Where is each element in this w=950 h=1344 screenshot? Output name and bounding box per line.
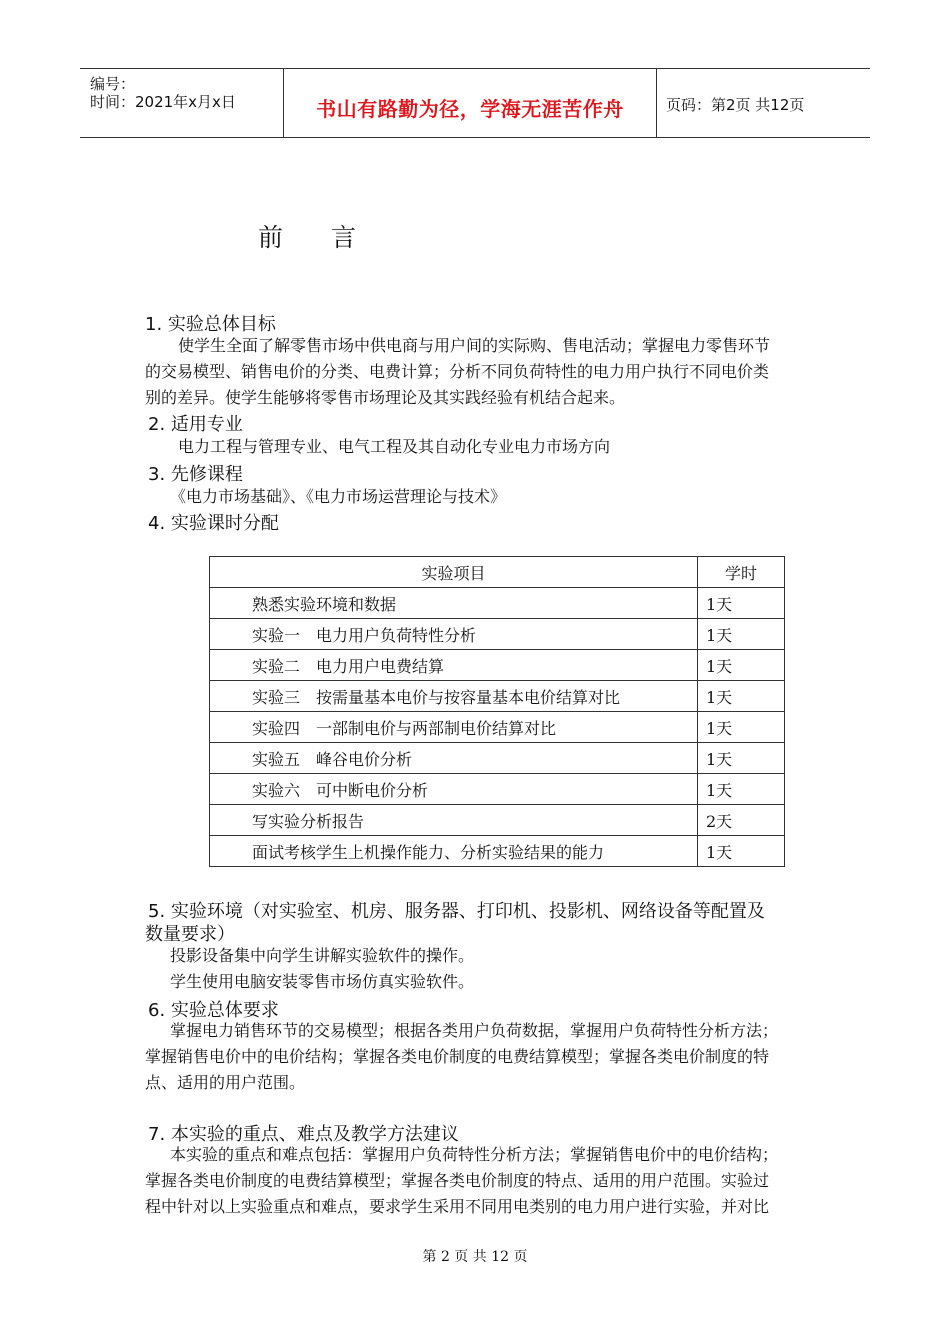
table-row [210,650,785,681]
course-hours-table [209,556,785,867]
table-row [210,619,785,650]
section-7-line-3: 程中针对以上实验重点和难点，要求学生采用不同用电类别的电力用户进行实验，并对比 [145,1197,770,1216]
page-footer: 第 2 页 共 12 页 [422,1249,528,1265]
section-1-line-2: 的交易模型、销售电价的分类、电费计算；分析不同负荷特性的电力用户执行不同电价类 [145,362,770,381]
table-cell-project: 面试考核学生上机操作能力、分析实验结果的能力 [210,836,698,867]
table-row [210,712,785,743]
header-motto: 书山有路勤为径，学海无涯苦作舟 [316,97,624,121]
page-title [258,218,356,254]
table-cell-project: 实验四 一部制电价与两部制电价结算对比 [210,712,698,743]
table-cell-hours: 1天 [698,743,785,774]
table-cell-hours: 1天 [698,712,785,743]
document-number-label: 编号： [90,75,136,93]
table-cell-hours: 1天 [698,774,785,805]
table-cell-project: 实验三 按需量基本电价与按容量基本电价结算对比 [210,681,698,712]
section-5-line-1: 投影设备集中向学生讲解实验软件的操作。 [170,946,475,965]
table-cell-hours: 1天 [698,588,785,619]
title-char-right: 言 [331,223,357,252]
section-5-heading-line-2: 数量要求） [145,924,235,945]
table-header-project: 实验项目 [210,557,698,588]
table-row [210,743,785,774]
table-cell-project: 熟悉实验环境和数据 [210,588,698,619]
table-cell-project: 实验二 电力用户电费结算 [210,650,698,681]
header-page-cell [656,69,870,137]
header-motto-cell [283,69,657,137]
table-cell-hours: 2天 [698,805,785,836]
table-row [210,805,785,836]
section-6-line-3: 点、适用的用户范围。 [145,1073,306,1092]
section-7-heading: 7. 本实验的重点、难点及教学方法建议 [148,1124,459,1145]
section-4-heading: 4. 实验课时分配 [148,513,279,534]
table-cell-project: 实验一 电力用户负荷特性分析 [210,619,698,650]
section-5-line-2: 学生使用电脑安装零售市场仿真实验软件。 [170,972,475,991]
table-row [210,588,785,619]
table-row [210,681,785,712]
table-cell-hours: 1天 [698,836,785,867]
header-page-number: 页码：第2页 共12页 [666,96,805,114]
table-header-hours: 学时 [698,557,785,588]
section-3-heading: 3. 先修课程 [148,464,243,485]
section-6-line-2: 掌握销售电价中的电价结构；掌握各类电价制度的电费结算模型；掌握各类电价制度的特 [145,1047,770,1066]
table-cell-project: 实验五 峰谷电价分析 [210,743,698,774]
document-time-label: 时间：2021年x月x日 [90,93,236,111]
title-char-left: 前 [258,223,284,252]
section-2-heading: 2. 适用专业 [148,414,243,435]
table-header-row [210,557,785,588]
section-7-line-2: 掌握各类电价制度的电费结算模型；掌握各类电价制度的特点、适用的用户范围。实验过 [145,1171,770,1190]
table-cell-hours: 1天 [698,619,785,650]
section-1-heading: 1. 实验总体目标 [145,314,276,335]
table-cell-project: 实验六 可中断电价分析 [210,774,698,805]
section-1-line-3: 别的差异。使学生能够将零售市场理论及其实践经验有机结合起来。 [145,388,626,407]
section-7-line-1: 本实验的重点和难点包括：掌握用户负荷特性分析方法；掌握销售电价中的电价结构； [170,1145,779,1164]
table-cell-project: 写实验分析报告 [210,805,698,836]
section-2-text: 电力工程与管理专业、电气工程及其自动化专业电力市场方向 [178,437,611,456]
section-5-heading-line-1: 5. 实验环境（对实验室、机房、服务器、打印机、投影机、网络设备等配置及 [148,901,765,922]
section-1-line-1: 使学生全面了解零售市场中供电商与用户间的实际购、售电活动；掌握电力零售环节 [178,336,771,355]
section-6-line-1: 掌握电力销售环节的交易模型；根据各类用户负荷数据，掌握用户负荷特性分析方法； [170,1021,779,1040]
header-left-cell [80,69,283,137]
table-row [210,836,785,867]
table-cell-hours: 1天 [698,681,785,712]
table-row [210,774,785,805]
section-3-text: 《电力市场基础》、《电力市场运营理论与技术》 [170,487,507,506]
table-cell-hours: 1天 [698,650,785,681]
section-6-heading: 6. 实验总体要求 [148,1000,279,1021]
page-header [80,68,870,138]
